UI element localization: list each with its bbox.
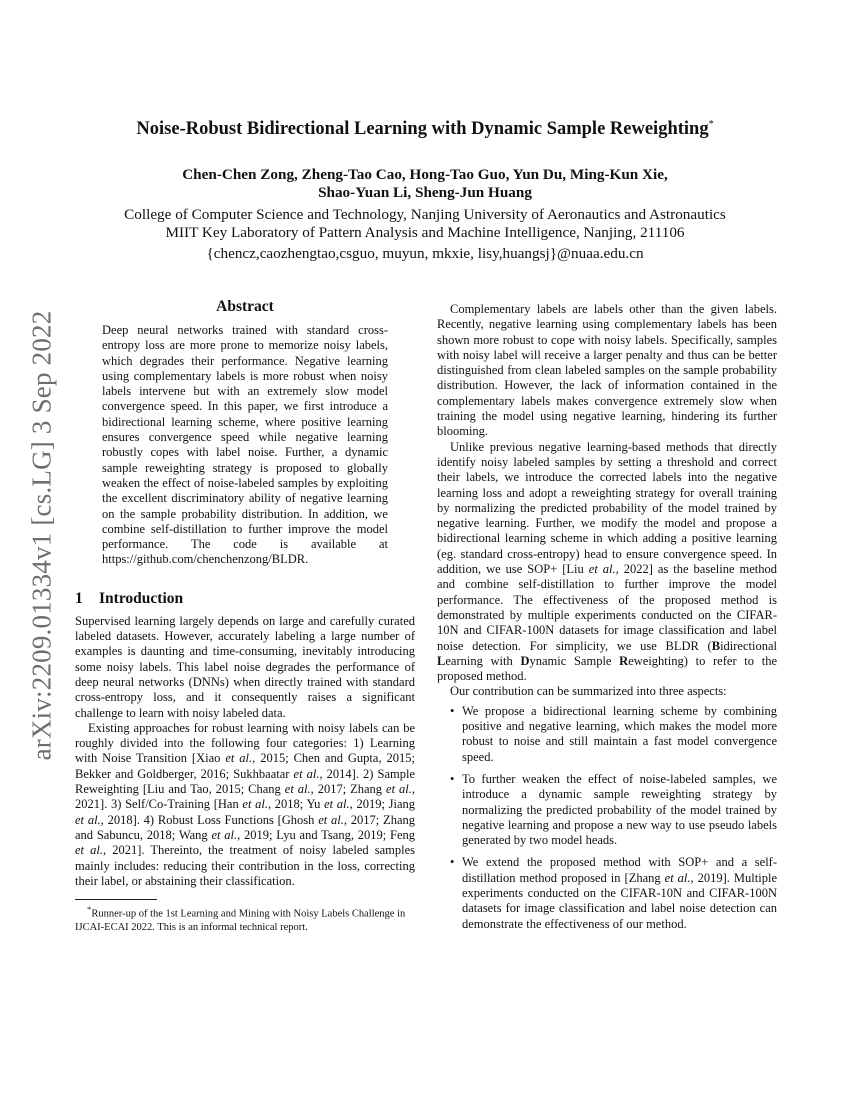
author-emails: {chencz,caozhengtao,csguo, muyun, mkxie, lisy,huangsj}@nuaa.edu.cn [206, 245, 644, 262]
section-number: 1 [75, 589, 83, 607]
et-al: et al. [284, 782, 311, 797]
paper-title [80, 119, 770, 140]
et-al: et al. [588, 562, 616, 577]
contribution-item: • We extend the proposed method with SOP+ and a self-distillation method proposed in [Zhang et al., 2019]. Multiple experiments conducted on the CIFAR-10N and CIFAR-100N datasets for image classification and label noise detection can demonstrate the effectiveness of our method. [450, 855, 777, 931]
bullet-icon: • [450, 703, 455, 718]
et-al: et al. [293, 766, 320, 781]
et-al: et al. [242, 797, 268, 812]
et-al: et al. [386, 782, 412, 797]
paper-title-text: Noise-Robust Bidirectional Learning with Dynamic Sample Reweighting [136, 119, 709, 140]
title-footnote-mark: * [708, 119, 714, 130]
arxiv-identifier [18, 300, 66, 770]
affiliation-line: College of Computer Science and Technology, Nanjing University of Aeronautics and Astronautics [124, 206, 726, 223]
intro-paragraph-1: Supervised learning largely depends on large and carefully curated labeled datasets. However, accurately labeling a large number of examples is daunting and time-consuming, inevitably introducing some noisy labels. This label noise degrades the performance of deep neural networks (DNNs) when directly trained with standard cross-entropy loss, and it consequently raises a significant challenge to learn with noisy labeled data. [75, 613, 415, 720]
et-al: et al. [75, 843, 103, 858]
right-paragraph-3: Our contribution can be summarized into three aspects: [450, 684, 727, 699]
footnote-mark: * [87, 904, 92, 915]
left-column [75, 298, 415, 934]
abstract-heading: Abstract [216, 298, 274, 315]
affiliation-block [60, 206, 790, 263]
section-title: Introduction [99, 589, 184, 607]
et-al: et al. [318, 812, 344, 827]
contribution-item: • We propose a bidirectional learning scheme by combining positive and negative learning, which makes the model more robust to noise and still maintain a fast model convergence speed. [450, 703, 777, 764]
author-line: Chen-Chen Zong, Zheng-Tao Cao, Hong-Tao Guo, Yun Du, Ming-Kun Xie, [182, 166, 668, 183]
right-column [437, 302, 777, 939]
author-line: Shao-Yuan Li, Sheng-Jun Huang [318, 184, 532, 201]
arxiv-identifier-text: arXiv:2209.01334v1 [cs.LG] 3 Sep 2022 [26, 310, 57, 760]
contribution-list [437, 704, 777, 932]
et-al: et al. [75, 812, 101, 827]
section-heading-introduction [75, 590, 415, 608]
right-paragraph-2: Unlike previous negative learning-based methods that directly identify noisy labeled samples by setting a threshold and correct their labels, we introduce the corrected labels into the negative learning loss and adopt a reweighting strategy for overall training by normalizing the predicted probability of the model trained by negative learning. Further, we modify the model and propose a bidirectional learning scheme in which adding a positive learning (eg. standard cross-entropy) head to ensure convergence speed. In addition, we use SOP+ [Liu et al., 2022] as the baseline method and combine self-distillation to further improve the model performance. The effectiveness of the proposed method is demonstrated by multiple experiments conducted on the CIFAR-10N and CIFAR-100N datasets for image classification and label noise detection. For simplicity, we use BLDR (Bidirectional Learning with Dynamic Sample Reweighting) to refer to the proposed method. [437, 439, 777, 684]
bullet-icon: • [450, 771, 455, 786]
et-al: et al. [225, 751, 253, 766]
abstract-text: Deep neural networks trained with standard cross-entropy loss are more prone to memorize noisy labels, which degrades their performance. Negative learning using complementary labels is more robust when noisy labels intervene but with an extremely slow model convergence speed. In this paper, we first introduce a bidirectional learning scheme, where positive learning ensures convergence speed while negative learning robustly copes with label noise. Further, a dynamic sample reweighting strategy is proposed to globally weaken the effect of noise-labeled samples by exploiting the excellent discriminatory ability of negative learning on the sample probability distribution. In addition, we combine self-distillation to further improve the model performance. The code is available at https://github.com/chenchenzong/BLDR. [102, 323, 388, 567]
intro-paragraph-2: Existing approaches for robust learning with noisy labels can be roughly divided into the following four categories: 1) Learning with Noise Transition [Xiao et al., 2015; Chen and Gupta, 2015; Bekker and Goldberger, 2016; Sukhbaatar et al., 2014]. 2) Sample Reweighting [Liu and Tao, 2015; Chang et al., 2017; Zhang et al., 2021]. 3) Self/Co-Training [Han et al., 2018; Yu et al., 2019; Jiang et al., 2018]. 4) Robust Loss Functions [Ghosh et al., 2017; Zhang and Sabuncu, 2018; Wang et al., 2019; Lyu and Tsang, 2019; Feng et al., 2021]. Thereinto, the treatment of noisy labeled samples mainly includes: reducing their contribution in the loss, correcting their label, or abstaining their classification. [75, 720, 416, 888]
et-al: et al. [664, 870, 691, 885]
bullet-icon: • [450, 855, 455, 870]
et-al: et al. [211, 827, 238, 842]
footnote [75, 903, 415, 934]
author-list [80, 166, 770, 202]
footnote-text: Runner-up of the 1st Learning and Mining with Noisy Labels Challenge in IJCAI-ECAI 2022. This is an informal technical report. [75, 908, 406, 933]
right-paragraph-1: Complementary labels are labels other than the given labels. Recently, negative learning using complementary labels has been shown more robust to cope with noisy labels. Specifically, samples with noisy label will receive a larger penalty and thus can be better distinguished from clean labeled samples on the sample probability distribution. However, the lack of information contained in the complementary labels makes convergence extremely slow when training the model using negative learning, hindering its further blooming. [437, 302, 777, 439]
footnote-divider [75, 899, 157, 900]
affiliation-line: MIIT Key Laboratory of Pattern Analysis and Machine Intelligence, Nanjing, 211106 [165, 224, 685, 241]
et-al: et al. [324, 797, 350, 812]
contribution-item: • To further weaken the effect of noise-labeled samples, we introduce a dynamic sample reweighting strategy by normalizing the predicted probability of the model trained by negative learning and propose a new way to use pseudo labels generated by two model heads. [450, 771, 777, 848]
